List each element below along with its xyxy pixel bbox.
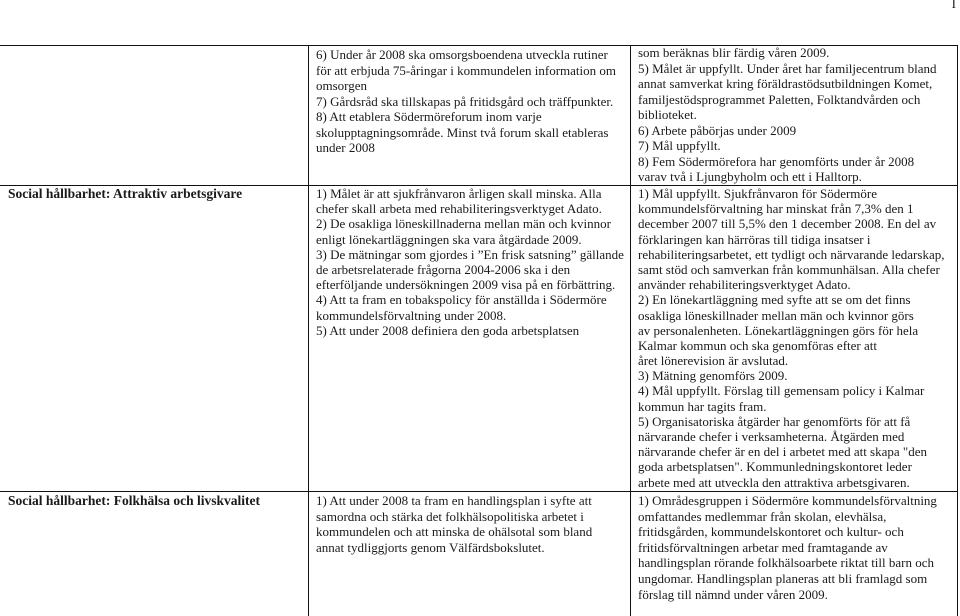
outcome-line: förklaringen kan härröras till tidiga insatser i bbox=[638, 231, 871, 247]
goal-line: 5) Att under 2008 definiera den goda arbetsplatsen bbox=[316, 322, 580, 338]
outcome-line: 2) En lönekartläggning med syfte att se om det finns bbox=[638, 292, 911, 308]
outcome-line: biblioteket. bbox=[638, 107, 697, 122]
outcome-line: använder rehabiliteringsverktyget Adato. bbox=[638, 277, 851, 293]
outcome-line: annat samverkat kring föräldrastödsutbildningen Komet, bbox=[638, 76, 933, 91]
outcome-line: närvarande chefer i verksamheterna. Åtgärden med bbox=[638, 429, 905, 444]
outcome-line: familjestödsprogrammet Paletten, Folktandvården och bbox=[638, 91, 921, 107]
outcomes-cell bbox=[638, 493, 937, 602]
table-border-right bbox=[957, 45, 958, 616]
goal-line: kommundelen och att minska de ohälsotal som bland bbox=[316, 524, 593, 540]
outcome-line: arbete med att utveckla den attraktiva arbetsgivaren. bbox=[638, 474, 910, 490]
outcome-line: omfattandes medlemmar från skolan, elevhälsa, bbox=[638, 508, 887, 524]
outcome-line: december 2007 till 5,5% den 1 december 2008. En del av bbox=[638, 216, 937, 232]
outcome-line: 3) Mätning genomförs 2009. bbox=[638, 368, 788, 384]
outcome-line: kommundelsförvaltning har minskat från 7,3% den 1 bbox=[638, 201, 914, 217]
goal-line: omsorgen bbox=[316, 78, 368, 93]
outcome-line: kommun har tagits fram. bbox=[638, 398, 767, 414]
goal-line: annat tydliggjorts genom Välfärdsbokslutet. bbox=[316, 539, 545, 555]
goals-cell bbox=[316, 47, 616, 156]
outcome-line: året lönerevision är avslutad. bbox=[638, 353, 789, 369]
outcome-line: goda arbetsplatsen". Kommunledningskontoret leder bbox=[638, 459, 912, 475]
outcome-line: 1) Mål uppfyllt. Sjukfrånvaron för Södermöre bbox=[638, 186, 878, 201]
goal-line: 3) De mätningar som gjordes i ”En frisk satsning” gällande bbox=[316, 246, 624, 262]
outcome-line: fritidsförvaltningen arbetar med framtagande av bbox=[638, 539, 888, 555]
goals-cell bbox=[316, 186, 624, 338]
outcome-line: 5) Målet är uppfyllt. Under året har familjecentrum bland bbox=[638, 60, 937, 76]
goal-line: under 2008 bbox=[316, 140, 375, 155]
outcome-line: Kalmar kommun och ska genomföras efter att bbox=[638, 337, 877, 353]
outcome-line: som beräknas blir färdig våren 2009. bbox=[638, 45, 830, 60]
column-divider bbox=[308, 45, 309, 616]
outcome-line: 5) Organisatoriska åtgärder har genomförts för att få bbox=[638, 413, 911, 429]
goal-line: 2) De osakliga löneskillnaderna mellan män och kvinnor bbox=[316, 216, 611, 232]
outcomes-cell bbox=[638, 186, 944, 490]
goal-line: för att erbjuda 75-åringar i kommundelen information om bbox=[316, 62, 616, 78]
goal-line: 1) Målet är att sjukfrånvaron årligen skall minska. Alla bbox=[316, 186, 602, 201]
outcome-line: 6) Arbete påbörjas under 2009 bbox=[638, 122, 797, 138]
outcomes-cell bbox=[638, 45, 937, 185]
goal-line: enligt lönekartläggningen ska vara åtgärdade 2009. bbox=[316, 231, 582, 247]
outcome-line: varav två i Ljungbyholm och ett i Halltorp. bbox=[638, 169, 862, 184]
goal-line: chefer skall arbeta med rehabiliteringsverktyget Adato. bbox=[316, 201, 602, 217]
outcome-line: osakliga löneskillnader mellan män och kvinnor görs bbox=[638, 307, 914, 323]
category-label: Social hållbarhet: Folkhälsa och livskvalitet bbox=[8, 493, 261, 508]
outcome-line: förslag till nämnd under våren 2009. bbox=[638, 586, 828, 602]
outcome-line: 7) Mål uppfyllt. bbox=[638, 138, 721, 153]
goal-line: de arbetsrelaterade frågorna 2004-2006 ska i den bbox=[316, 261, 571, 277]
outcome-line: 8) Fem Södermörefora har genomförts under år 2008 bbox=[638, 153, 915, 169]
goal-line: samordna och stärka det folkhälsopolitiska arbetet i bbox=[316, 508, 584, 524]
goal-line: efterföljande undersökningen 2009 visa på en förbättring. bbox=[316, 277, 616, 293]
outcome-line: 4) Mål uppfyllt. Förslag till gemensam policy i Kalmar bbox=[638, 383, 925, 399]
goals-cell bbox=[316, 493, 592, 555]
outcome-line: samt stöd och samverkan från kommunhälsan. Alla chefer bbox=[638, 261, 940, 277]
goal-line: 4) Att ta fram en tobakspolicy för anställda i Södermöre bbox=[316, 292, 607, 308]
outcome-line: av personalenheten. Lönekartläggningen görs för hela bbox=[638, 322, 919, 338]
outcome-line: fritidsgården, kommundelskontoret och kultur- och bbox=[638, 524, 904, 540]
goal-line: 6) Under år 2008 ska omsorgsboendena utveckla rutiner bbox=[316, 47, 608, 62]
column-divider bbox=[630, 45, 631, 616]
goal-line: 1) Att under 2008 ta fram en handlingsplan i syfte att bbox=[316, 493, 592, 508]
outcome-line: rehabiliteringsarbetet, ett tydligt och närvarande ledarskap, bbox=[638, 246, 945, 262]
goal-line: skolupptagningsområde. Minst två forum skall etableras bbox=[316, 124, 609, 140]
outcome-line: närvarande chefer är en del i arbetet med att skapa "den bbox=[638, 444, 927, 460]
row-divider bbox=[0, 491, 958, 492]
outcome-line: 1) Områdesgruppen i Södermöre kommundelsförvaltning bbox=[638, 493, 937, 508]
page-marker: I bbox=[951, 0, 956, 11]
category-cell bbox=[8, 493, 260, 509]
outcome-line: ungdomar. Handlingsplan planeras att bli framlagd som bbox=[638, 570, 928, 586]
goal-line: kommundelsförvaltning under 2008. bbox=[316, 307, 507, 323]
goal-line: 7) Gårdsråd ska tillskapas på fritidsgård och träffpunkter. bbox=[316, 93, 614, 109]
category-label: Social hållbarhet: Attraktiv arbetsgivare bbox=[8, 186, 243, 201]
goal-line: 8) Att etablera Södermöreforum inom varje bbox=[316, 109, 542, 124]
category-cell bbox=[8, 186, 242, 201]
outcome-line: handlingsplan rörande folkhälsoarbete riktat till barn och bbox=[638, 555, 935, 571]
